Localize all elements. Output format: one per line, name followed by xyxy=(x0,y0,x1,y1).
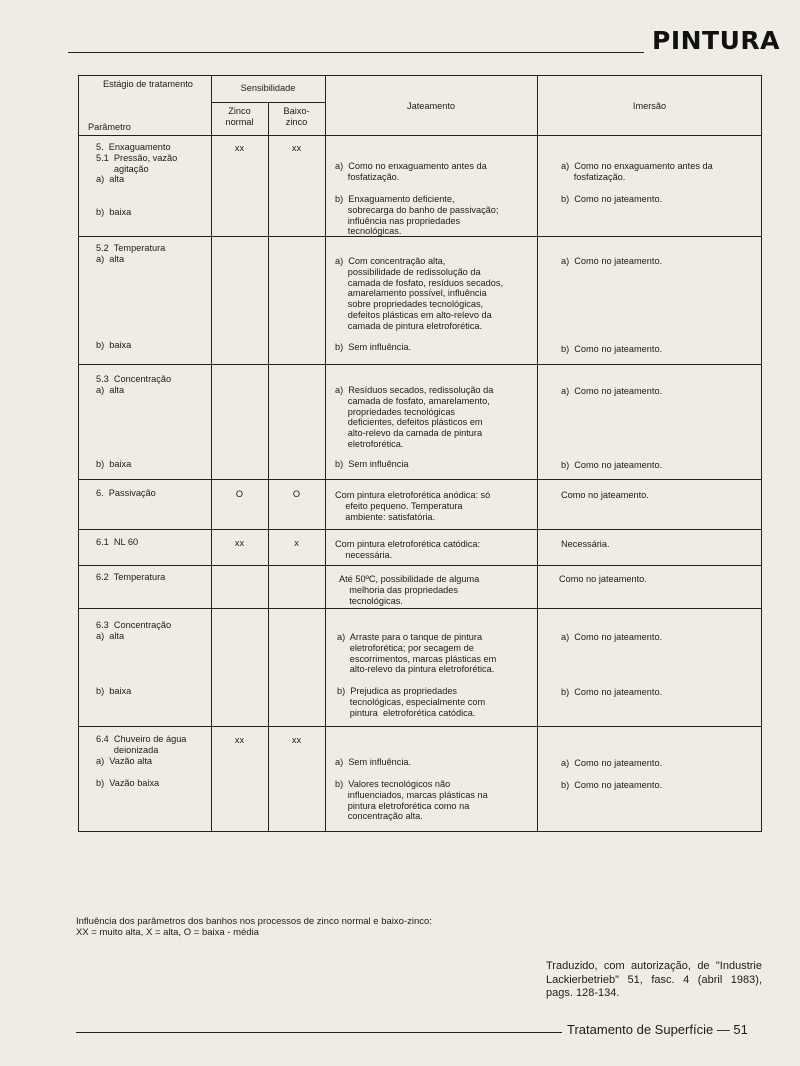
page-footer: Tratamento de Superfície — 51 xyxy=(567,1022,748,1037)
caption-legend: XX = muito alta, X = alta, O = baixa - média xyxy=(76,927,259,938)
immersion-text: a) Como no jateamento. xyxy=(561,386,663,396)
row-divider xyxy=(78,135,762,136)
param-concentration-63: 6.3 Concentração a) alta xyxy=(96,620,172,641)
spray-text: a) Resíduos secados, redissolução da camada de fosfato, amarelamento, propriedades tecnológicas deficientes, defeitos plásticos em alto-relevo da camada de pintura eletroforética. xyxy=(335,385,494,449)
table-caption xyxy=(76,916,432,938)
immersion-text: a) Como no enxaguamento antes da fosfatização. xyxy=(561,161,713,182)
sens-low-zinc: x xyxy=(294,538,299,548)
header-subrule xyxy=(211,102,325,103)
param-concentration-b: b) baixa xyxy=(96,459,132,469)
sens-zinc-normal: xx xyxy=(234,735,245,745)
sens-zinc-normal: xx xyxy=(234,143,245,153)
header-sensitivity: Sensibilidade xyxy=(240,83,296,93)
param-nl60: 6.1 NL 60 xyxy=(96,537,139,547)
spray-text: a) Sem influência. xyxy=(335,757,412,767)
row-divider xyxy=(78,479,762,480)
param-shower: 6.4 Chuveiro de água deionizada a) Vazão alta xyxy=(96,734,187,766)
param-concentration: 5.3 Concentração a) alta xyxy=(96,374,172,395)
header-parameter: Parâmetro xyxy=(88,122,131,132)
col-divider xyxy=(325,75,326,832)
param-temperature: 5.2 Temperatura a) alta xyxy=(96,243,166,264)
immersion-text: a) Como no jateamento. xyxy=(561,758,663,768)
immersion-text: Necessária. xyxy=(561,539,610,549)
sens-low-zinc: xx xyxy=(291,735,302,745)
spray-text: b) Enxaguamento deficiente, sobrecarga do banho de passivação; influência nas propriedades tecnológicas. xyxy=(335,194,499,237)
immersion-text: a) Como no jateamento. xyxy=(561,632,663,642)
param-rinse: 5. Enxaguamento 5.1 Pressão, vazão agitação a) alta xyxy=(96,142,178,185)
header-immersion: Imersão xyxy=(632,101,667,111)
col-divider xyxy=(268,102,269,832)
header-stage: Estágio de tratamento xyxy=(103,79,193,89)
row-divider xyxy=(78,565,762,566)
spray-text: Com pintura eletroforética anódica: só efeito pequeno. Temperatura ambiente: satisfatória. xyxy=(335,490,491,522)
sens-zinc-normal: xx xyxy=(234,538,245,548)
spray-text: b) Sem influência xyxy=(335,459,409,469)
section-title: PINTURA xyxy=(652,26,780,55)
header-zinc-normal: Zinco normal xyxy=(225,106,254,127)
col-divider xyxy=(211,75,212,832)
spray-text: Até 50ºC, possibilidade de alguma melhoria das propriedades tecnológicas. xyxy=(339,574,480,606)
sens-low-zinc: O xyxy=(292,489,301,499)
immersion-text: a) Como no jateamento. xyxy=(561,256,663,266)
immersion-text: Como no jateamento. xyxy=(559,574,647,584)
footer-rule xyxy=(76,1032,562,1033)
row-divider xyxy=(78,364,762,365)
col-divider xyxy=(537,75,538,832)
immersion-text: b) Como no jateamento. xyxy=(561,460,663,470)
spray-text: a) Como no enxaguamento antes da fosfatização. xyxy=(335,161,487,182)
sens-zinc-normal: O xyxy=(235,489,244,499)
param-concentration-63-b: b) baixa xyxy=(96,686,132,696)
header-low-zinc: Baixo- zinco xyxy=(283,106,310,127)
sens-low-zinc: xx xyxy=(291,143,302,153)
param-shower-b: b) Vazão baixa xyxy=(96,778,160,788)
header-rule xyxy=(68,52,644,53)
param-temperature-62: 6.2 Temperatura xyxy=(96,572,166,582)
immersion-text: Como no jateamento. xyxy=(561,490,649,500)
param-rinse-b: b) baixa xyxy=(96,207,132,217)
immersion-text: b) Como no jateamento. xyxy=(561,344,663,354)
immersion-text: b) Como no jateamento. xyxy=(561,687,663,697)
spray-text: a) Arraste para o tanque de pintura eletroforética; por secagem de escorrimentos, marcas plásticas em alto-relevo da pintura eletroforética. xyxy=(337,632,497,675)
spray-text: b) Prejudica as propriedades tecnológicas, especialmente com pintura eletroforética catódica. xyxy=(337,686,486,718)
translation-credit: Traduzido, com autorização, de "Industrie Lackierbetrieb" 51, fasc. 4 (abril 1983), pags. 128-134. xyxy=(546,960,762,999)
param-temperature-b: b) baixa xyxy=(96,340,132,350)
row-divider xyxy=(78,608,762,609)
spray-text: a) Com concentração alta, possibilidade de redissolução da camada de fosfato, resíduos secados, amarelamento possível, influência sobre propriedades tecnológicas, defeitos plásticas em alto-relevo da camada de pintura eletroforética. xyxy=(335,256,504,331)
immersion-text: b) Como no jateamento. xyxy=(561,780,663,790)
row-divider xyxy=(78,529,762,530)
spray-text: b) Valores tecnológicos não influenciados, marcas plásticas na pintura eletroforética como na concentração alta. xyxy=(335,779,488,822)
caption-line: Influência dos parâmetros dos banhos nos processos de zinco normal e baixo-zinco: xyxy=(76,916,432,927)
param-passivation: 6. Passivação xyxy=(96,488,156,498)
parameters-table xyxy=(78,75,762,832)
immersion-text: b) Como no jateamento. xyxy=(561,194,663,204)
row-divider xyxy=(78,726,762,727)
spray-text: b) Sem influência. xyxy=(335,342,412,352)
spray-text: Com pintura eletroforética catódica: necessária. xyxy=(335,539,481,560)
header-spray: Jateamento xyxy=(406,101,455,111)
